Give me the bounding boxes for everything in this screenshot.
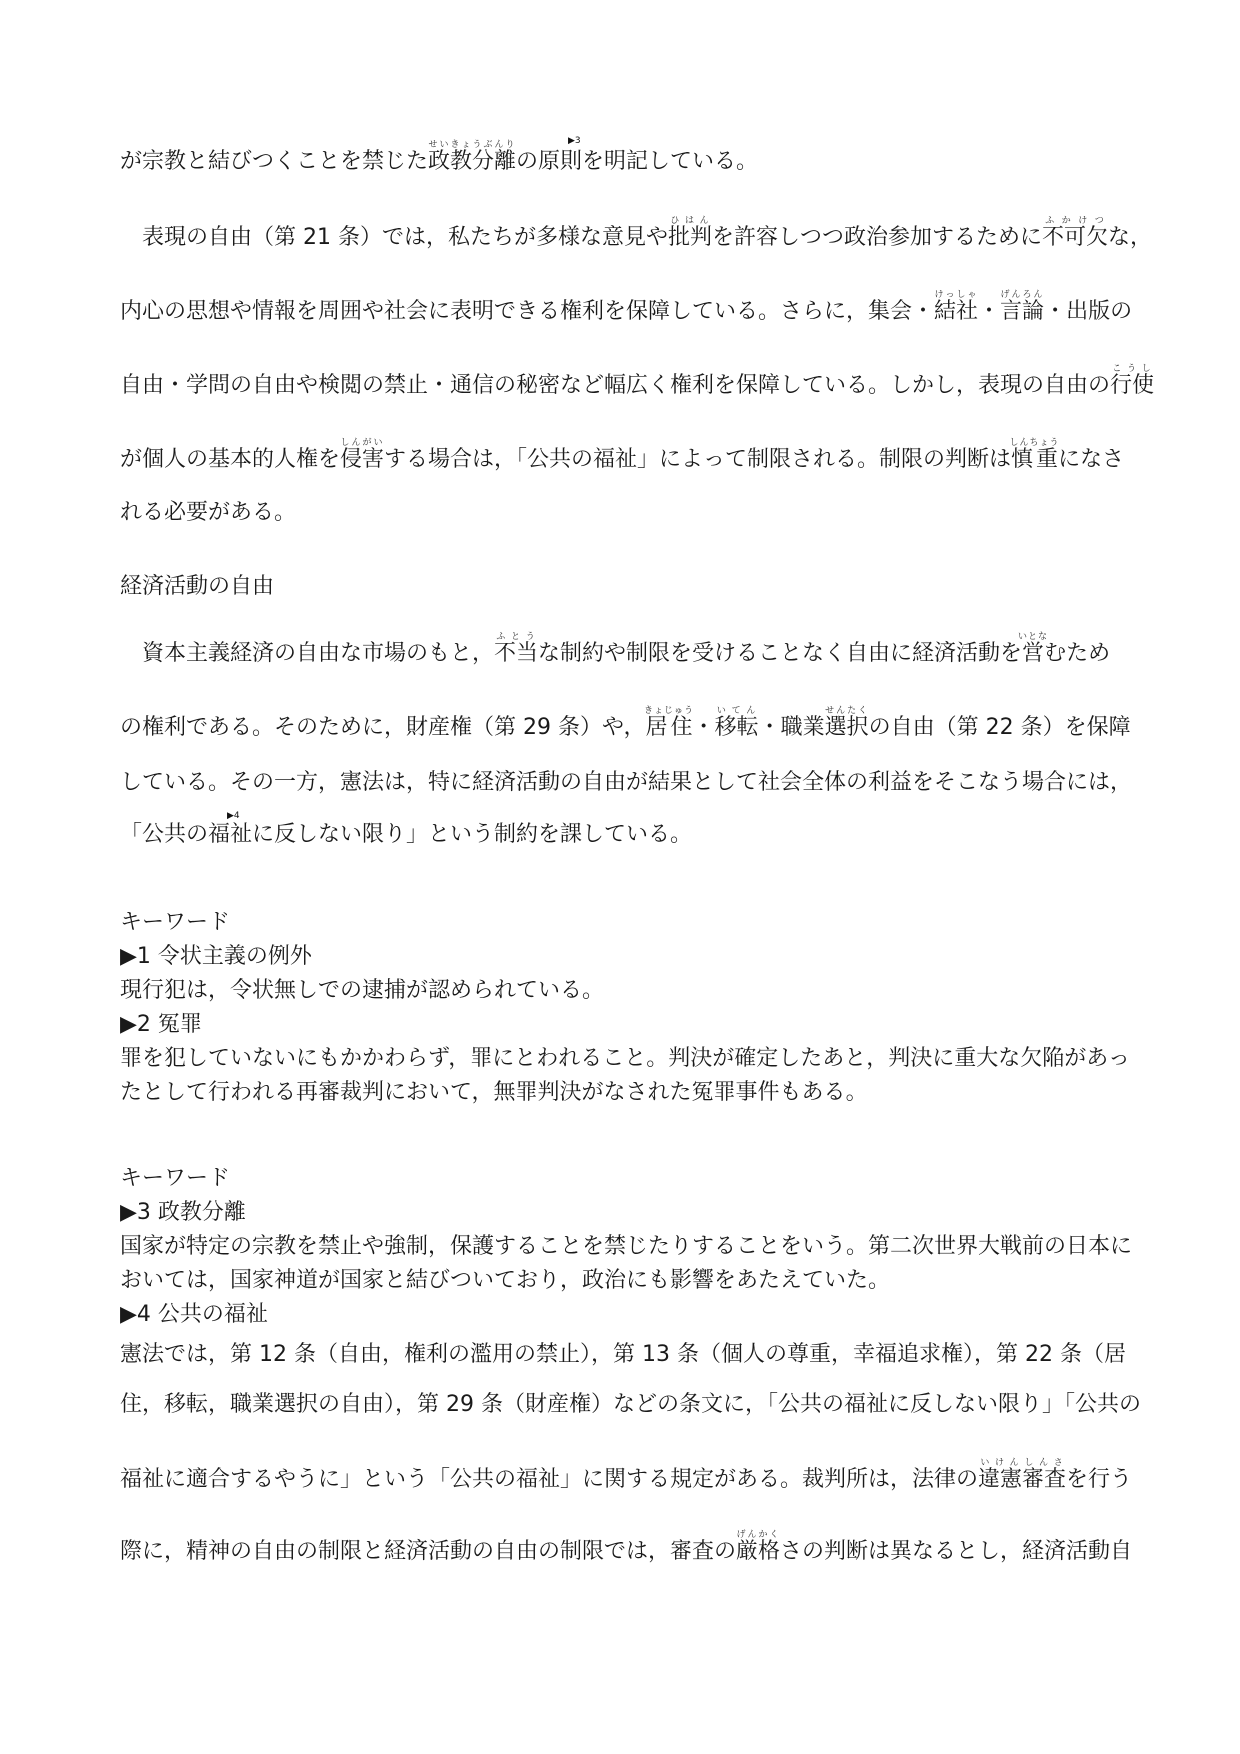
ruby-base: 行使	[1110, 373, 1155, 398]
expression-line-5: れる必要がある。	[120, 500, 297, 525]
text: を行う	[1066, 1467, 1133, 1492]
text: が個人の基本的人権を	[120, 447, 341, 472]
ruby-base: 侵害	[340, 447, 385, 472]
keyword-4-body-4	[120, 1530, 1133, 1567]
ruby-text: ふとう	[494, 632, 539, 642]
text: 資本主義経済の自由な市場のもと，	[142, 641, 495, 666]
text: ・職業	[758, 715, 825, 740]
ruby-text: けっしゃ	[934, 290, 979, 300]
keyword-3-body-2: おいては，国家神道が国家と結びついており，政治にも影響をあたえていた。	[120, 1268, 891, 1293]
ruby-text: ふかけつ	[1042, 216, 1109, 226]
keyword-4-body-1: 憲法では，第 12 条（自由，権利の濫用の禁止），第 13 条（個人の尊重，幸福追求権），第 22 条（居	[120, 1342, 1126, 1367]
footnote-ref-3[interactable]: ▶3	[568, 136, 581, 146]
ruby-seikyou-bunri	[428, 140, 517, 174]
ruby-text: こうし	[1110, 364, 1155, 374]
ruby-base: 営	[1018, 641, 1049, 666]
ruby-text: きょじゅう	[644, 706, 695, 716]
text: ・	[978, 299, 1001, 324]
ruby-iken-shinsa	[978, 1458, 1067, 1492]
ruby-base: 慎重	[1009, 447, 1060, 472]
keyword-3-title: ▶3 政教分離	[120, 1200, 246, 1225]
ruby-base: 厳格	[736, 1539, 781, 1564]
expression-line-3	[120, 364, 1155, 401]
keyword-1-title: ▶1 令状主義の例外	[120, 944, 312, 969]
keyword-4-body-2: 住，移転，職業選択の自由），第 29 条（財産権）などの条文に，「公共の福祉に反しない限り」「公共の	[120, 1392, 1141, 1417]
text: な制約や制限を受けることなく自由に経済活動を	[538, 641, 1023, 666]
expression-line-4	[120, 438, 1130, 475]
text: する場合は，「公共の福祉」によって制限される。制限の判断は	[384, 447, 1012, 472]
ruby-text: げんろん	[1000, 290, 1045, 300]
ruby-base: 批判	[667, 225, 712, 250]
economic-line-1	[120, 632, 1130, 669]
ruby-base: 居住	[644, 715, 695, 740]
keyword-2-title: ▶2 冤罪	[120, 1012, 202, 1037]
ruby-text: せいきょうぶんり	[428, 140, 517, 150]
economic-line-3: している。その一方，憲法は，特に経済活動の自由が結果として社会全体の利益をそこなう場合には，	[120, 770, 1133, 795]
keyword-4-body-3	[120, 1458, 1133, 1495]
expression-line-2	[120, 290, 1133, 327]
text: 際に，精神の自由の制限と経済活動の自由の制限では，審査の	[120, 1539, 737, 1564]
text: な，	[1108, 225, 1153, 250]
keyword-1-body: 現行犯は，令状無しでの逮捕が認められている。	[120, 978, 605, 1003]
ruby-genkaku	[736, 1530, 781, 1564]
ruby-itonamu	[1018, 632, 1049, 666]
ruby-base: 不可欠	[1042, 225, 1109, 250]
ruby-kyojuu	[644, 706, 695, 740]
ruby-text: ひはん	[667, 216, 712, 226]
text: ・出版の	[1044, 299, 1133, 324]
ruby-hihan	[667, 216, 712, 250]
expression-line-1	[120, 216, 1153, 253]
ruby-base: 選択	[824, 715, 869, 740]
text: 内心の思想や情報を周囲や社会に表明できる権利を保障している。さらに，集会・	[120, 299, 935, 324]
ruby-genron	[1000, 290, 1045, 324]
ruby-iten	[714, 706, 759, 740]
ruby-base: 言論	[1000, 299, 1045, 324]
footnote-ref-4[interactable]: ▶4	[227, 811, 240, 821]
ruby-shinchou	[1009, 438, 1060, 472]
ruby-base: 結社	[934, 299, 979, 324]
ruby-base: 違憲審査	[978, 1467, 1067, 1492]
keywords-1-title: キーワード	[120, 910, 231, 935]
keywords-2-title: キーワード	[120, 1166, 231, 1191]
text: の自由（第 22 条）を保障	[868, 715, 1131, 740]
ruby-text: げんかく	[736, 1530, 781, 1540]
ruby-kessha	[934, 290, 979, 324]
ruby-sentaku	[824, 706, 869, 740]
ruby-base: 政教分離	[428, 149, 517, 174]
text: 表現の自由（第 21 条）では，私たちが多様な意見や	[142, 225, 668, 250]
ruby-base: 移転	[714, 715, 759, 740]
ruby-shingai	[340, 438, 385, 472]
keyword-2-body-2: たとして行われる再審裁判において，無罪判決がなされた冤罪事件もある。	[120, 1080, 868, 1105]
ruby-text: いてん	[714, 706, 759, 716]
ruby-text: しんがい	[340, 438, 385, 448]
economic-heading: 経済活動の自由	[120, 574, 275, 599]
ruby-base: 不当	[494, 641, 539, 666]
ruby-fukaketsu	[1042, 216, 1109, 250]
ruby-futou	[494, 632, 539, 666]
religion-line-1	[120, 140, 1130, 177]
text: 福祉に適合するやうに」という「公共の福祉」に関する規定がある。裁判所は，法律の	[120, 1467, 979, 1492]
economic-line-4: 「公共の福祉に反しない限り」という制約を課している。	[120, 822, 693, 847]
text: の原則を明記している。	[516, 149, 759, 174]
ruby-text: いとな	[1018, 632, 1049, 642]
text: むため	[1044, 641, 1111, 666]
text: になさ	[1058, 447, 1125, 472]
text: を許容しつつ政治参加するために	[712, 225, 1043, 250]
text: さの判断は異なるとし，経済活動自	[780, 1539, 1133, 1564]
keyword-3-body-1: 国家が特定の宗教を禁止や強制，保護することを禁じたりすることをいう。第二次世界大戦前の日本に	[120, 1234, 1133, 1259]
keyword-2-body-1: 罪を犯していないにもかかわらず，罪にとわれること。判決が確定したあと，判決に重大な欠陥があっ	[120, 1046, 1131, 1071]
keyword-4-title: ▶4 公共の福祉	[120, 1302, 268, 1327]
text: の権利である。そのために，財産権（第 29 条）や，	[120, 715, 646, 740]
economic-line-2	[120, 706, 1130, 743]
ruby-text: いけんしんさ	[978, 1458, 1067, 1468]
text: ・	[692, 715, 715, 740]
text: が宗教と結びつくことを禁じた	[120, 149, 429, 174]
ruby-koushi	[1110, 364, 1155, 398]
ruby-text: しんちょう	[1009, 438, 1060, 448]
text: 自由・学問の自由や検閲の禁止・通信の秘密など幅広く権利を保障している。しかし，表現の自由の	[120, 373, 1111, 398]
ruby-text: せんたく	[824, 706, 869, 716]
